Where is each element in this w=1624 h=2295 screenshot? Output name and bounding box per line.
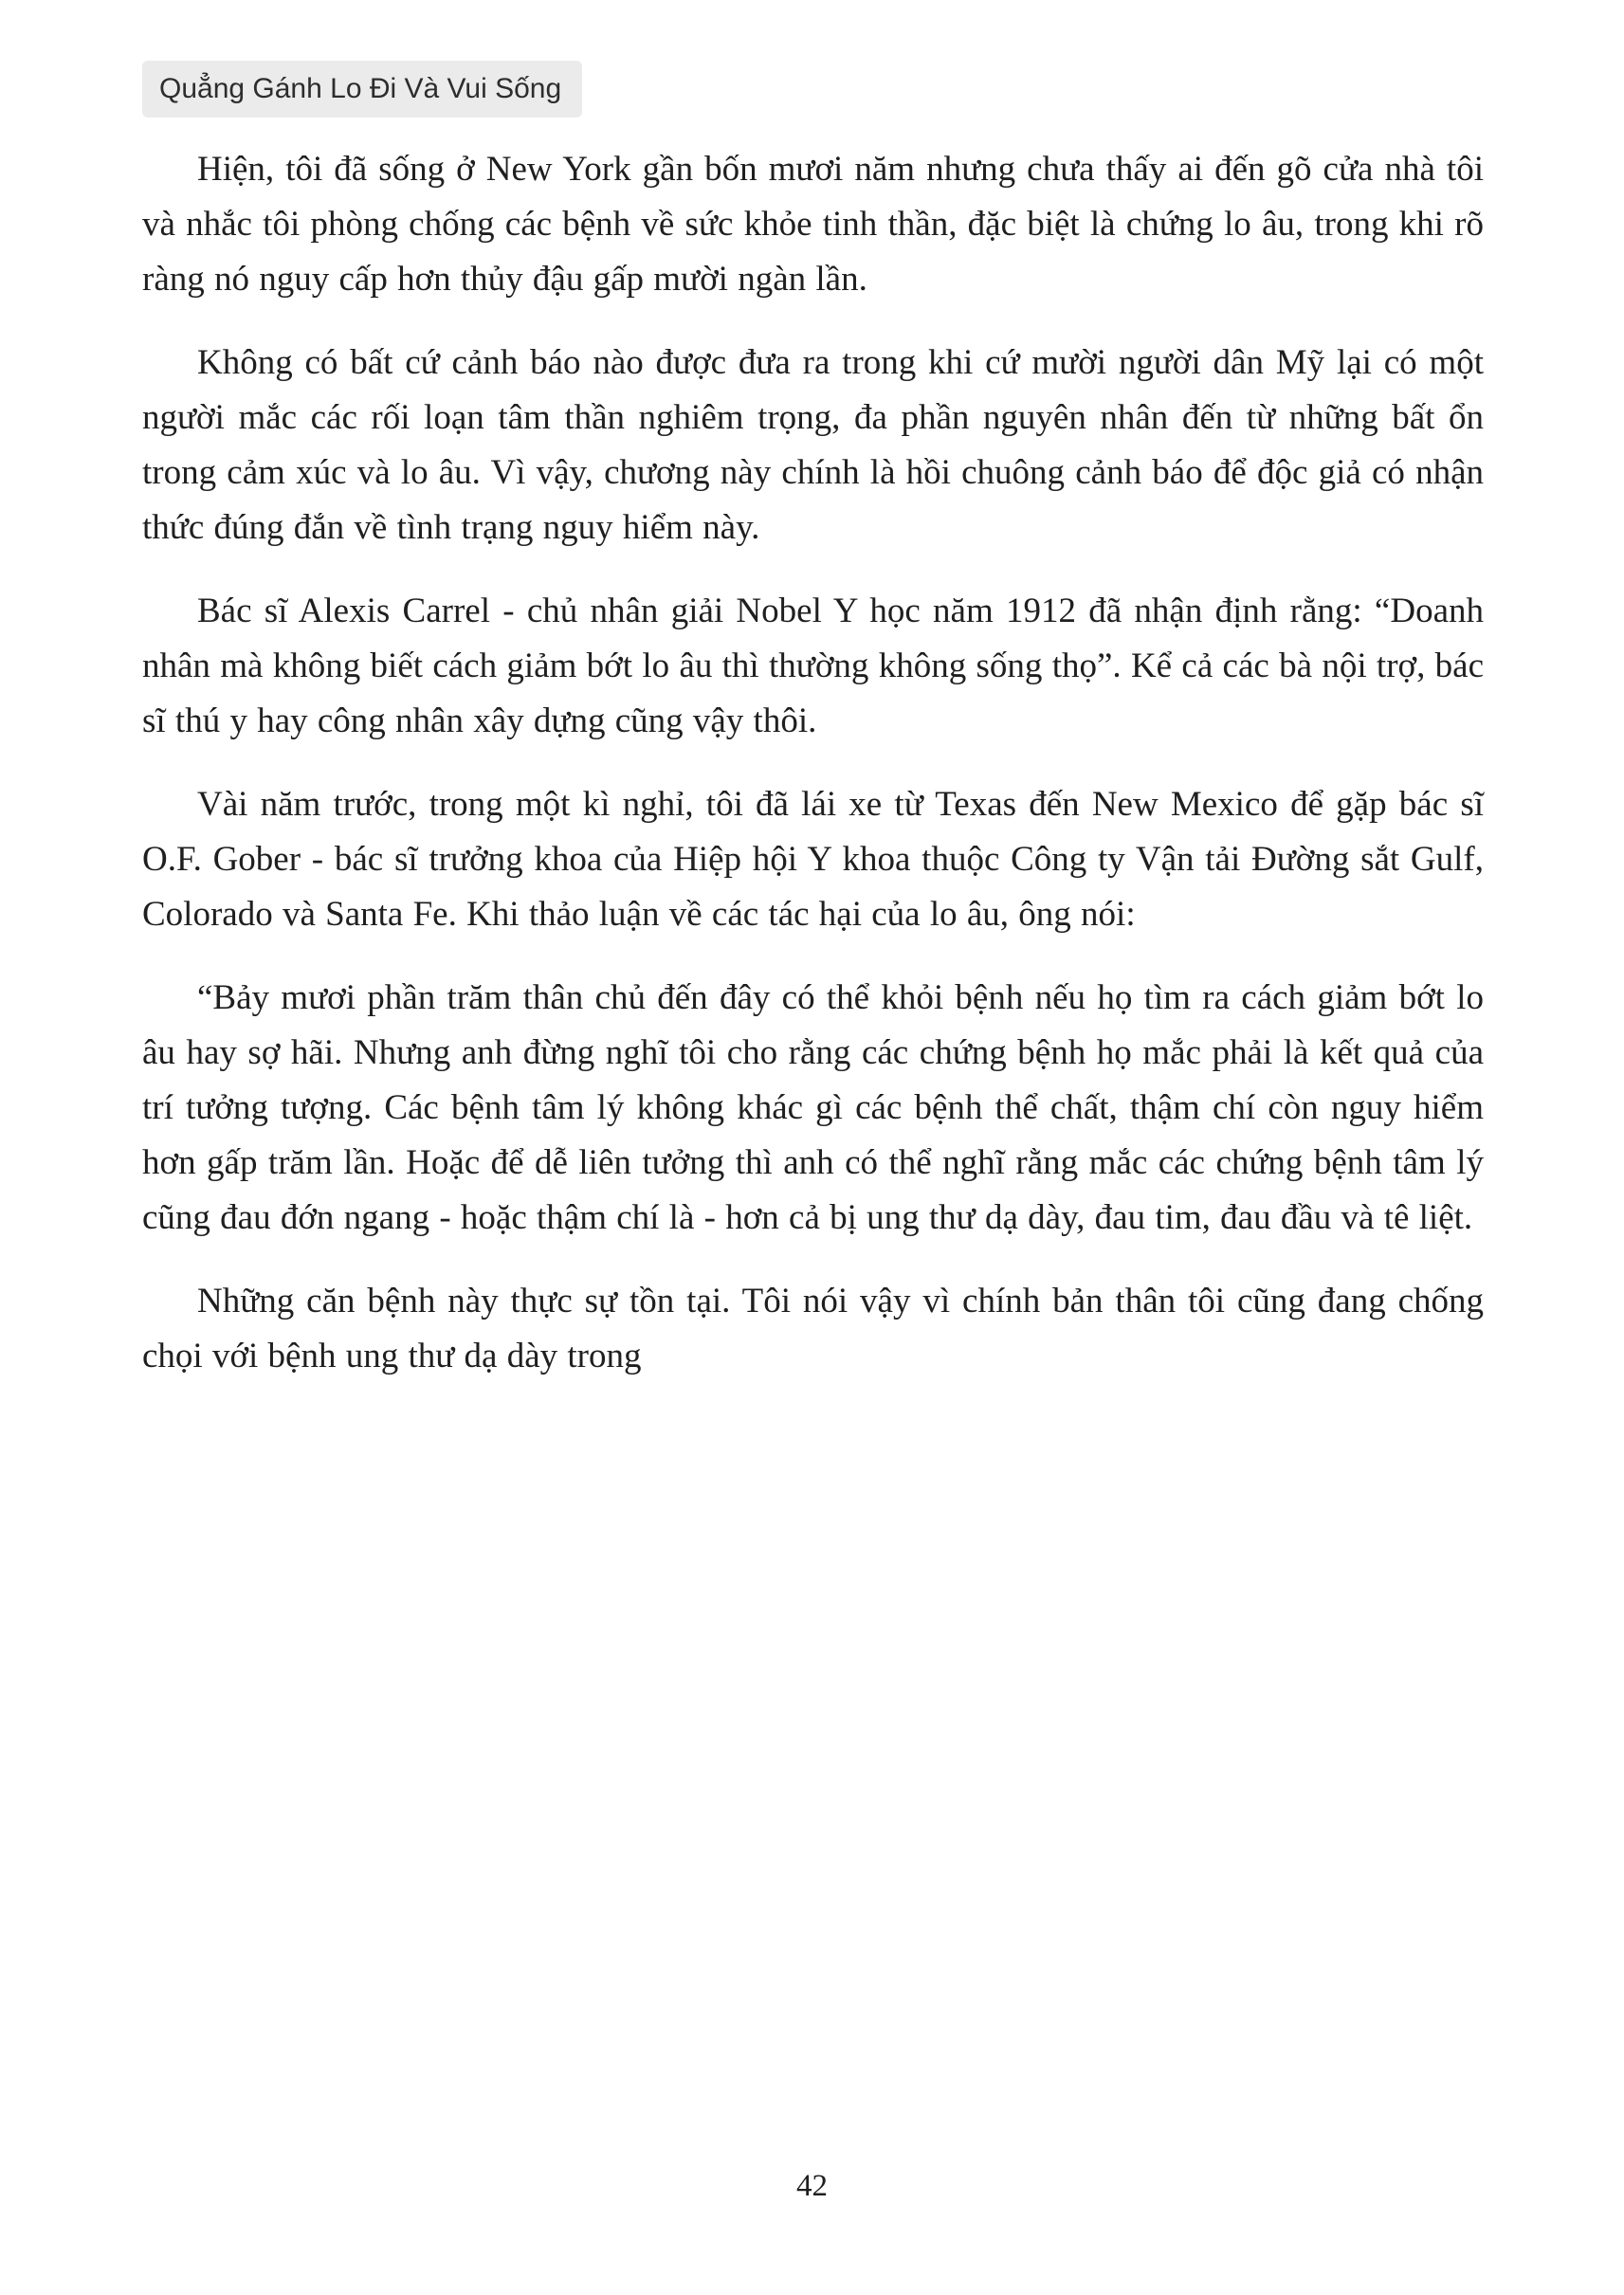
- page-number: 42: [796, 2169, 828, 2203]
- paragraph: “Bảy mươi phần trăm thân chủ đến đây có thể khỏi bệnh nếu họ tìm ra cách giảm bớt lo âu hay sợ hãi. Nhưng anh đừng nghĩ tôi cho rằng các chứng bệnh họ mắc phải là kết quả của trí tưởng tượng. Các bệnh tâm lý không khác gì các bệnh thể chất, thậm chí còn nguy hiểm hơn gấp trăm lần. Hoặc để dễ liên tưởng thì anh có thể nghĩ rằng mắc các chứng bệnh tâm lý cũng đau đớn ngang - hoặc thậm chí là - hơn cả bị ung thư dạ dày, đau tim, đau đầu và tê liệt.: [142, 978, 1484, 1237]
- paragraph: Hiện, tôi đã sống ở New York gần bốn mươi năm nhưng chưa thấy ai đến gõ cửa nhà tôi và nhắc tôi phòng chống các bệnh về sức khỏe tinh thần, đặc biệt là chứng lo âu, trong khi rõ ràng nó nguy cấp hơn thủy đậu gấp mười ngàn lần.: [142, 150, 1484, 299]
- paragraph: Bác sĩ Alexis Carrel - chủ nhân giải Nobel Y học năm 1912 đã nhận định rằng: “Doanh nhân mà không biết cách giảm bớt lo âu thì thường không sống thọ”. Kể cả các bà nội trợ, bác sĩ thú y hay công nhân xây dựng cũng vậy thôi.: [142, 592, 1484, 740]
- running-header: Quẳng Gánh Lo Đi Và Vui Sống: [142, 61, 582, 118]
- paragraph: Vài năm trước, trong một kì nghỉ, tôi đã lái xe từ Texas đến New Mexico để gặp bác sĩ O.F. Gober - bác sĩ trưởng khoa của Hiệp hội Y khoa thuộc Công ty Vận tải Đường sắt Gulf, Colorado và Santa Fe. Khi thảo luận về các tác hại của lo âu, ông nói:: [142, 785, 1484, 934]
- paragraph: Những căn bệnh này thực sự tồn tại. Tôi nói vậy vì chính bản thân tôi cũng đang chống chọi với bệnh ung thư dạ dày trong: [142, 1282, 1484, 1375]
- page-body: [142, 142, 1484, 1384]
- paragraph: Không có bất cứ cảnh báo nào được đưa ra trong khi cứ mười người dân Mỹ lại có một người mắc các rối loạn tâm thần nghiêm trọng, đa phần nguyên nhân đến từ những bất ổn trong cảm xúc và lo âu. Vì vậy, chương này chính là hồi chuông cảnh báo để độc giả có nhận thức đúng đắn về tình trạng nguy hiểm này.: [142, 343, 1484, 547]
